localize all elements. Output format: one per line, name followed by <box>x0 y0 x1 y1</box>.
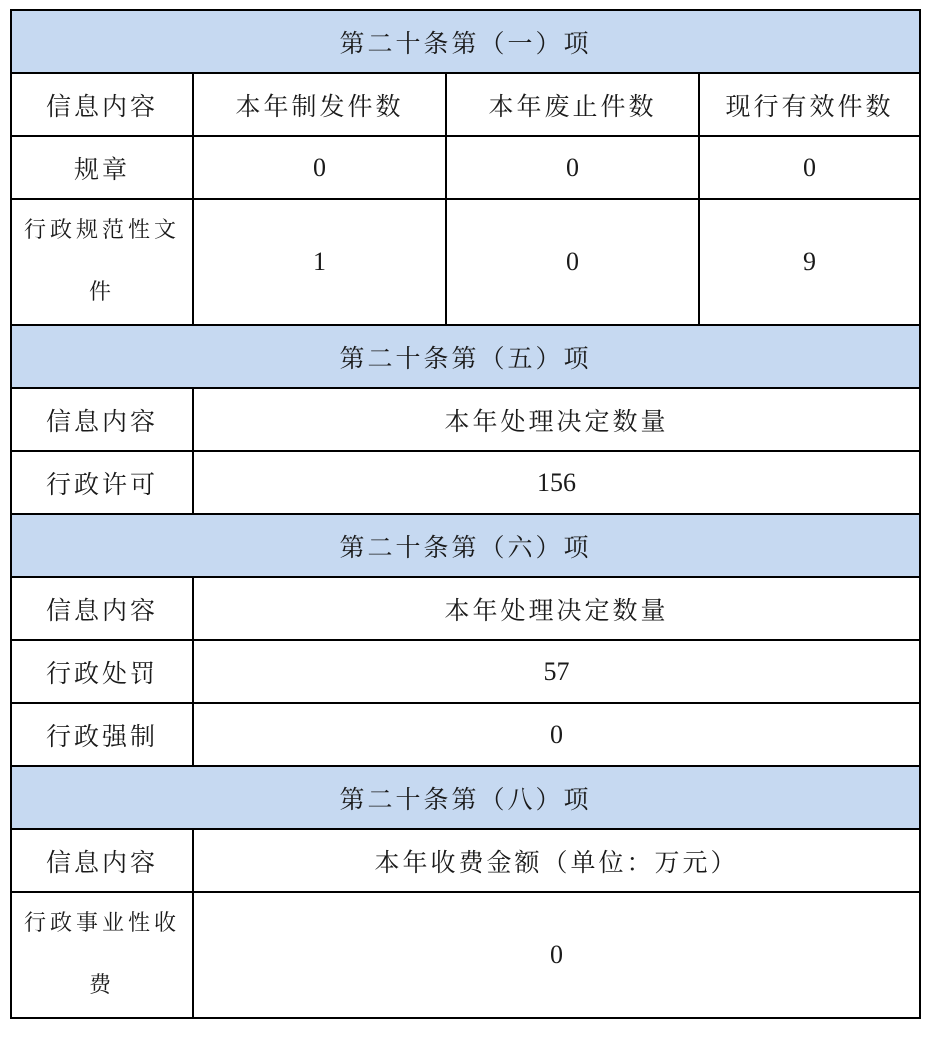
header-decision-count: 本年处理决定数量 <box>193 388 920 451</box>
table-row <box>11 892 920 1018</box>
row-label-normative-docs: 行政规范性文件 <box>11 199 193 325</box>
table-row <box>11 703 920 766</box>
section-3-header-row <box>11 577 920 640</box>
table-row <box>11 199 920 325</box>
rules-issued-value: 0 <box>193 136 446 199</box>
section-2-header-row <box>11 388 920 451</box>
admin-penalty-value: 57 <box>193 640 920 703</box>
row-label-admin-license: 行政许可 <box>11 451 193 514</box>
section-4-title: 第二十条第（八）项 <box>11 766 920 829</box>
header-info-content: 信息内容 <box>11 388 193 451</box>
row-label-admin-penalty: 行政处罚 <box>11 640 193 703</box>
header-repealed-count: 本年废止件数 <box>446 73 699 136</box>
table-row <box>11 451 920 514</box>
header-info-content: 信息内容 <box>11 73 193 136</box>
header-decision-count: 本年处理决定数量 <box>193 577 920 640</box>
table-row <box>11 640 920 703</box>
header-valid-count: 现行有效件数 <box>699 73 920 136</box>
table-row <box>11 136 920 199</box>
section-2-title: 第二十条第（五）项 <box>11 325 920 388</box>
admin-fees-value: 0 <box>193 892 920 1018</box>
rules-repealed-value: 0 <box>446 136 699 199</box>
header-issued-count: 本年制发件数 <box>193 73 446 136</box>
admin-license-value: 156 <box>193 451 920 514</box>
section-3-title: 第二十条第（六）项 <box>11 514 920 577</box>
section-1-header-row <box>11 73 920 136</box>
section-1-title-row <box>11 10 920 73</box>
rules-valid-value: 0 <box>699 136 920 199</box>
section-4-header-row <box>11 829 920 892</box>
row-label-admin-fees: 行政事业性收费 <box>11 892 193 1018</box>
disclosure-table-wrapper <box>10 9 921 1019</box>
row-label-rules: 规章 <box>11 136 193 199</box>
admin-enforcement-value: 0 <box>193 703 920 766</box>
section-1-title: 第二十条第（一）项 <box>11 10 920 73</box>
normative-valid-value: 9 <box>699 199 920 325</box>
header-info-content: 信息内容 <box>11 577 193 640</box>
section-2-title-row <box>11 325 920 388</box>
section-3-title-row <box>11 514 920 577</box>
row-label-admin-enforcement: 行政强制 <box>11 703 193 766</box>
header-info-content: 信息内容 <box>11 829 193 892</box>
section-4-title-row <box>11 766 920 829</box>
normative-repealed-value: 0 <box>446 199 699 325</box>
normative-issued-value: 1 <box>193 199 446 325</box>
header-fee-amount: 本年收费金额（单位：万元） <box>193 829 920 892</box>
disclosure-table <box>10 9 921 1019</box>
